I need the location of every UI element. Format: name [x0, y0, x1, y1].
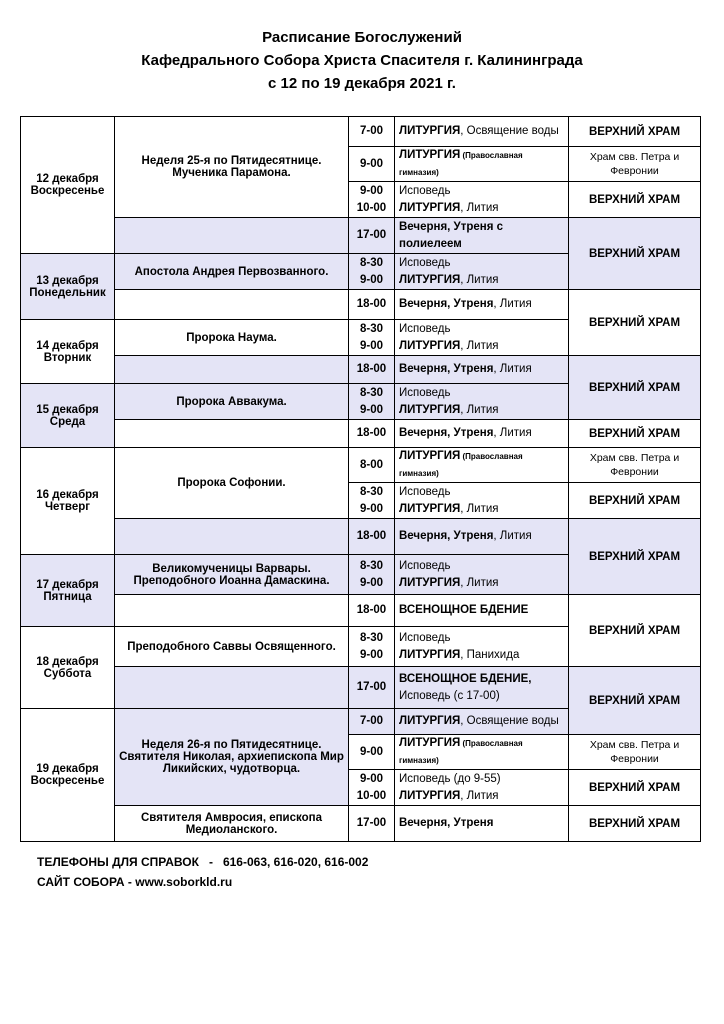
service-name: ЛИТУРГИЯ (Православная гимназия): [395, 448, 569, 483]
service-time: 8-00: [349, 448, 395, 483]
feast-cell: Великомученицы Варвары. Преподобного Иоанна Дамаскина.: [115, 555, 349, 595]
service-time: 7-00: [349, 117, 395, 147]
service-name: Вечерня, Утреня, Лития: [395, 420, 569, 448]
service-time: 18-00: [349, 356, 395, 384]
feast-cell: Преподобного Саввы Освященного.: [115, 627, 349, 667]
service-time: 9-00: [349, 735, 395, 770]
service-time: 17-00: [349, 218, 395, 254]
feast-cell: Апостола Андрея Первозванного.: [115, 254, 349, 290]
service-name: Исповедь ЛИТУРГИЯ, Лития: [395, 483, 569, 519]
service-time: 17-00: [349, 806, 395, 842]
service-time: 8-30 9-00: [349, 254, 395, 290]
service-time: 18-00: [349, 519, 395, 555]
table-row: [21, 667, 701, 709]
feast-cell: Святителя Амвросия, епископа Медиоланского.: [115, 806, 349, 842]
phones-value: 616-063, 616-020, 616-002: [222, 855, 369, 869]
service-name: ЛИТУРГИЯ, Освящение воды: [395, 709, 569, 735]
place-cell: Храм свв. Петра и Февронии: [569, 147, 701, 182]
site-link[interactable]: www.soborkld.ru: [135, 875, 233, 889]
day-cell: 16 декабря Четверг: [21, 448, 115, 555]
service-name: Вечерня, Утреня: [395, 806, 569, 842]
service-name: ВСЕНОЩНОЕ БДЕНИЕ, Исповедь (с 17-00): [395, 667, 569, 709]
table-row: [21, 595, 701, 627]
place-cell: ВЕРХНИЙ ХРАМ: [569, 595, 701, 667]
place-cell: ВЕРХНИЙ ХРАМ: [569, 218, 701, 290]
table-row: [21, 420, 701, 448]
service-time: 8-30 9-00: [349, 555, 395, 595]
service-time: 8-30 9-00: [349, 320, 395, 356]
title-line-2: Кафедрального Собора Христа Спасителя г. Калининграда: [141, 52, 583, 69]
place-cell: ВЕРХНИЙ ХРАМ: [569, 420, 701, 448]
service-time: 18-00: [349, 290, 395, 320]
service-name: Исповедь ЛИТУРГИЯ, Лития: [395, 555, 569, 595]
table-row: [21, 356, 701, 384]
service-name: Исповедь ЛИТУРГИЯ, Лития: [395, 254, 569, 290]
schedule-table: [20, 116, 701, 842]
footer: [37, 852, 368, 892]
place-cell: ВЕРХНИЙ ХРАМ: [569, 356, 701, 420]
service-name: Исповедь ЛИТУРГИЯ, Лития: [395, 384, 569, 420]
service-name: Вечерня, Утреня, Лития: [395, 356, 569, 384]
service-name: Исповедь ЛИТУРГИЯ, Лития: [395, 320, 569, 356]
service-time: 18-00: [349, 595, 395, 627]
page-title: [0, 26, 724, 95]
table-row: [21, 218, 701, 254]
service-name: Вечерня, Утреня, Лития: [395, 290, 569, 320]
service-time: 8-30 9-00: [349, 627, 395, 667]
table-row: [21, 806, 701, 842]
service-time: 9-00 10-00: [349, 182, 395, 218]
day-cell: 14 декабря Вторник: [21, 320, 115, 384]
place-cell: ВЕРХНИЙ ХРАМ: [569, 117, 701, 147]
day-cell: 12 декабря Воскресенье: [21, 117, 115, 254]
phones-line: ТЕЛЕФОНЫ ДЛЯ СПРАВОК - 616-063, 616-020, 616-002: [37, 855, 369, 869]
place-cell: ВЕРХНИЙ ХРАМ: [569, 519, 701, 595]
table-row: [21, 117, 701, 147]
service-name: Исповедь ЛИТУРГИЯ, Панихида: [395, 627, 569, 667]
day-cell: 18 декабря Суббота: [21, 627, 115, 709]
service-name: ЛИТУРГИЯ, Освящение воды: [395, 117, 569, 147]
title-line-3: с 12 по 19 декабря 2021 г.: [268, 75, 456, 92]
place-cell: Храм свв. Петра и Февронии: [569, 735, 701, 770]
service-name: Вечерня, Утреня, Лития: [395, 519, 569, 555]
place-cell: ВЕРХНИЙ ХРАМ: [569, 182, 701, 218]
feast-cell: Неделя 26-я по Пятидесятнице. Святителя Николая, архиепископа Мир Ликийских, чудотворца.: [115, 709, 349, 806]
day-cell: 15 декабря Среда: [21, 384, 115, 448]
place-cell: ВЕРХНИЙ ХРАМ: [569, 806, 701, 842]
table-row: [21, 519, 701, 555]
service-time: 7-00: [349, 709, 395, 735]
service-time: 9-00: [349, 147, 395, 182]
place-cell: Храм свв. Петра и Февронии: [569, 448, 701, 483]
service-name: Вечерня, Утреня с полиелеем: [395, 218, 569, 254]
service-name: ЛИТУРГИЯ (Православная гимназия): [395, 147, 569, 182]
service-name: ВСЕНОЩНОЕ БДЕНИЕ: [395, 595, 569, 627]
day-cell: 13 декабря Понедельник: [21, 254, 115, 320]
place-cell: ВЕРХНИЙ ХРАМ: [569, 770, 701, 806]
day-cell: 19 декабря Воскресенье: [21, 709, 115, 842]
table-row: [21, 290, 701, 320]
feast-cell: Пророка Аввакума.: [115, 384, 349, 420]
title-line-1: Расписание Богослужений: [262, 29, 462, 46]
service-name: Исповедь (до 9-55) ЛИТУРГИЯ, Лития: [395, 770, 569, 806]
day-cell: 17 декабря Пятница: [21, 555, 115, 627]
table-row: [21, 448, 701, 483]
feast-cell: Пророка Наума.: [115, 320, 349, 356]
feast-cell: Неделя 25-я по Пятидесятнице. Мученика Парамона.: [115, 117, 349, 218]
feast-cell: Пророка Софонии.: [115, 448, 349, 519]
service-name: Исповедь ЛИТУРГИЯ, Лития: [395, 182, 569, 218]
place-cell: ВЕРХНИЙ ХРАМ: [569, 667, 701, 735]
service-time: 18-00: [349, 420, 395, 448]
site-line: САЙТ СОБОРА - www.soborkld.ru: [37, 875, 233, 889]
service-time: 17-00: [349, 667, 395, 709]
service-time: 8-30 9-00: [349, 384, 395, 420]
service-name: ЛИТУРГИЯ (Православная гимназия): [395, 735, 569, 770]
service-time: 9-00 10-00: [349, 770, 395, 806]
place-cell: ВЕРХНИЙ ХРАМ: [569, 483, 701, 519]
service-time: 8-30 9-00: [349, 483, 395, 519]
place-cell: ВЕРХНИЙ ХРАМ: [569, 290, 701, 356]
